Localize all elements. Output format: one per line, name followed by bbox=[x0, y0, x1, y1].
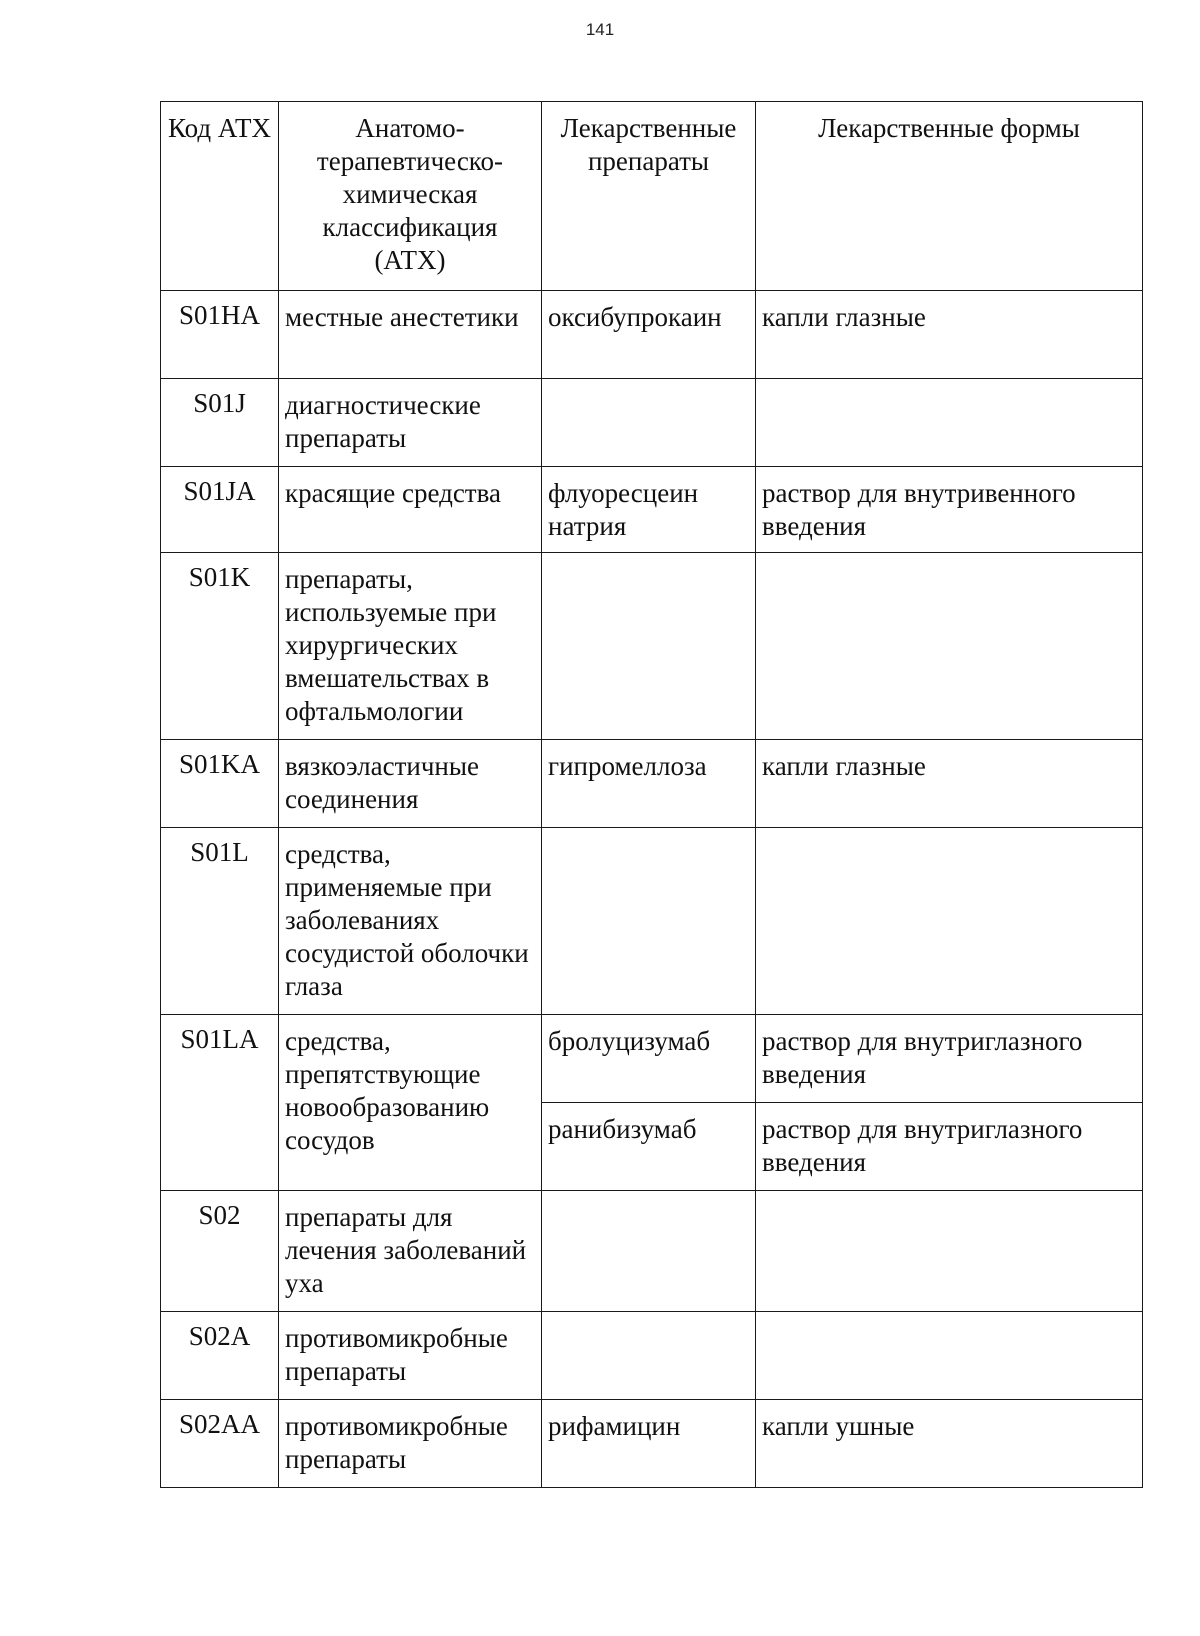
drug-cell: гипромеллоза bbox=[542, 740, 756, 828]
drug-cell: бролуцизумаб bbox=[542, 1015, 756, 1103]
header-drugs: Лекарственные препараты bbox=[542, 102, 756, 291]
header-classification: Анатомо-терапевтическо-химическая классификация (АТХ) bbox=[279, 102, 542, 291]
classification-cell: местные анестетики bbox=[279, 291, 542, 379]
table-row bbox=[161, 828, 1143, 1015]
drug-cell: рифамицин bbox=[542, 1400, 756, 1488]
form-cell bbox=[756, 379, 1143, 467]
form-cell: раствор для внутривенного введения bbox=[756, 467, 1143, 553]
table-row bbox=[161, 1312, 1143, 1400]
table-row bbox=[161, 553, 1143, 740]
classification-cell: средства, препятствующие новообразованию сосудов bbox=[279, 1015, 542, 1191]
drug-cell bbox=[542, 828, 756, 1015]
form-cell: раствор для внутриглазного введения bbox=[756, 1103, 1143, 1191]
atx-code-cell: S01KA bbox=[161, 740, 279, 828]
classification-cell: препараты для лечения заболеваний уха bbox=[279, 1191, 542, 1312]
form-cell: капли глазные bbox=[756, 740, 1143, 828]
classification-cell: красящие средства bbox=[279, 467, 542, 553]
header-forms: Лекарственные формы bbox=[756, 102, 1143, 291]
table-header-row bbox=[161, 102, 1143, 291]
drug-cell: оксибупрокаин bbox=[542, 291, 756, 379]
atx-code-cell: S01K bbox=[161, 553, 279, 740]
atx-code-cell: S02AA bbox=[161, 1400, 279, 1488]
classification-cell: диагностические препараты bbox=[279, 379, 542, 467]
atx-code-cell: S01LA bbox=[161, 1015, 279, 1191]
classification-cell: средства, применяемые при заболеваниях сосудистой оболочки глаза bbox=[279, 828, 542, 1015]
table-row bbox=[161, 1400, 1143, 1488]
form-cell: раствор для внутриглазного введения bbox=[756, 1015, 1143, 1103]
table-row bbox=[161, 1191, 1143, 1312]
form-cell bbox=[756, 1191, 1143, 1312]
drug-cell bbox=[542, 553, 756, 740]
table-row bbox=[161, 1015, 1143, 1103]
atx-code-cell: S01L bbox=[161, 828, 279, 1015]
table-row bbox=[161, 291, 1143, 379]
table-row bbox=[161, 467, 1143, 553]
page-number: 141 bbox=[585, 20, 615, 39]
atx-code-cell: S01J bbox=[161, 379, 279, 467]
classification-cell: препараты, используемые при хирургических вмешательствах в офтальмологии bbox=[279, 553, 542, 740]
form-cell bbox=[756, 553, 1143, 740]
atx-table bbox=[160, 101, 1143, 1488]
classification-cell: противомикробные препараты bbox=[279, 1400, 542, 1488]
drug-cell bbox=[542, 1312, 756, 1400]
drug-cell: ранибизумаб bbox=[542, 1103, 756, 1191]
atx-code-cell: S01JA bbox=[161, 467, 279, 553]
atx-code-cell: S01HA bbox=[161, 291, 279, 379]
classification-cell: противомикробные препараты bbox=[279, 1312, 542, 1400]
form-cell: капли ушные bbox=[756, 1400, 1143, 1488]
header-code: Код АТХ bbox=[161, 102, 279, 291]
form-cell bbox=[756, 1312, 1143, 1400]
drug-cell bbox=[542, 1191, 756, 1312]
table-row bbox=[161, 740, 1143, 828]
drug-cell bbox=[542, 379, 756, 467]
drug-cell: флуоресцеин натрия bbox=[542, 467, 756, 553]
atx-code-cell: S02A bbox=[161, 1312, 279, 1400]
atx-code-cell: S02 bbox=[161, 1191, 279, 1312]
form-cell: капли глазные bbox=[756, 291, 1143, 379]
classification-cell: вязкоэластичные соединения bbox=[279, 740, 542, 828]
table-row bbox=[161, 379, 1143, 467]
form-cell bbox=[756, 828, 1143, 1015]
